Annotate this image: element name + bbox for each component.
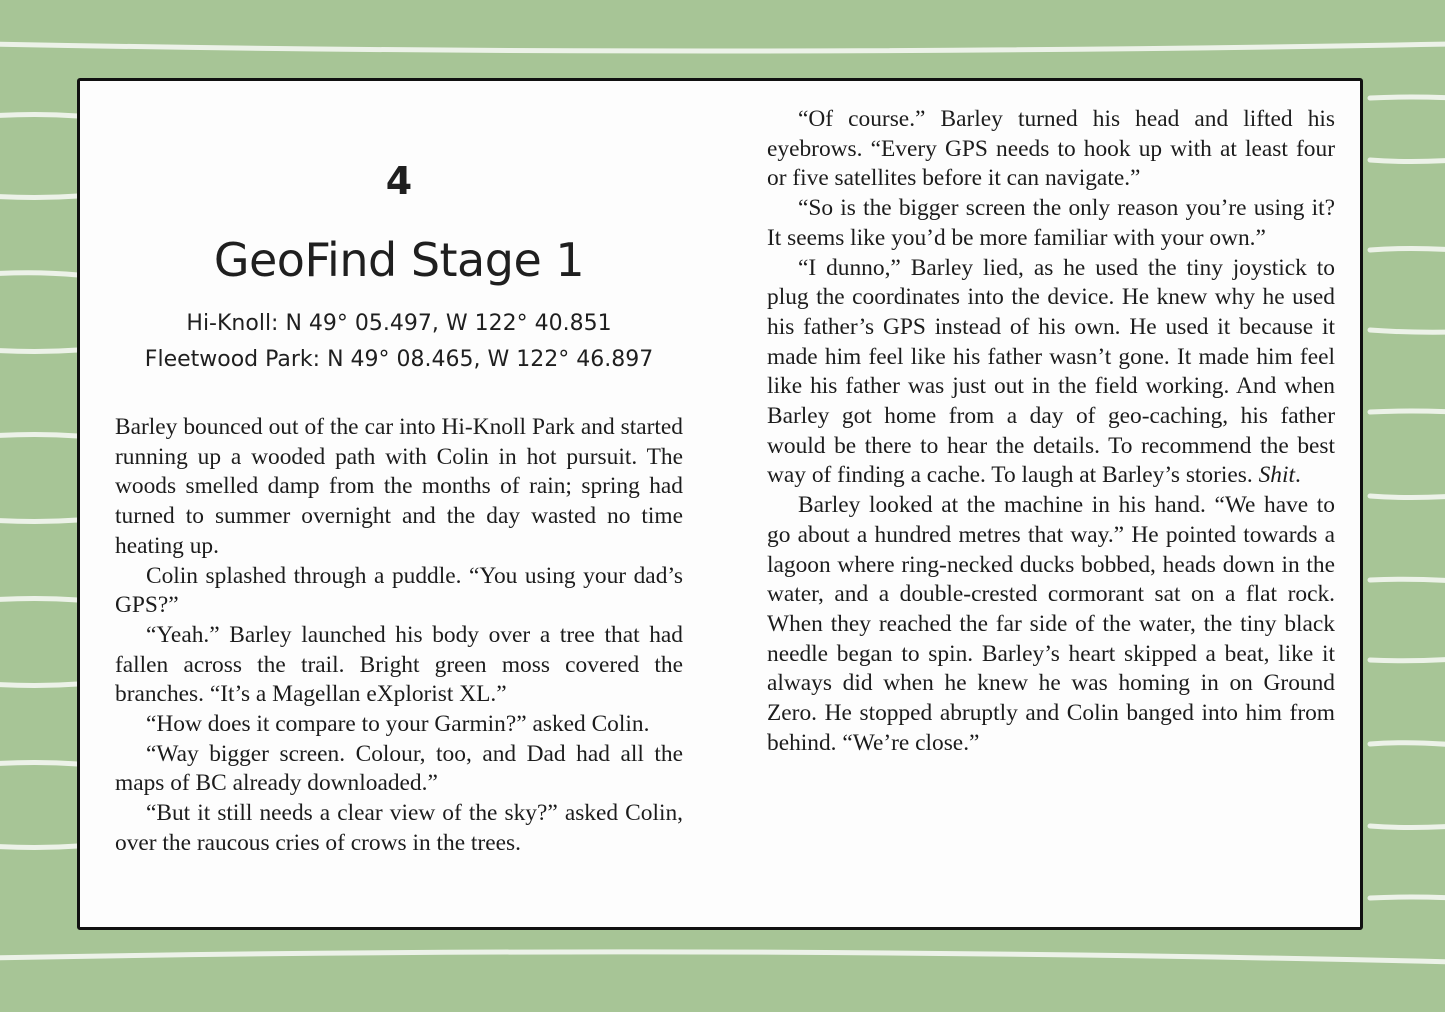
right-text-column	[767, 105, 1335, 758]
paragraph: “Yeah.” Barley launched his body over a tree that had fallen across the trail. Bright green moss covered the branches. “It’s a Magellan eXplorist XL.”	[115, 621, 683, 708]
left-text-column	[115, 413, 683, 859]
paragraph: Barley looked at the machine in his hand. “We have to go about a hundred metres that way.” He pointed towards a lagoon where ring-necked ducks bobbed, heads down in the water, and a double-crested cormorant sat on a flat rock. When they reached the far side of the water, the tiny black needle began to spin. Barley’s heart skipped a beat, like it always did when he knew he was homing in on Ground Zero. He stopped abruptly and Colin banged into him from behind. “We’re close.”	[767, 492, 1335, 756]
paragraph: “Of course.” Barley turned his head and lifted his eyebrows. “Every GPS needs to hook up with at least four or five satellites before it can navigate.”	[767, 106, 1335, 192]
paragraph: Colin splashed through a puddle. “You using your dad’s GPS?”	[115, 562, 683, 619]
coordinate-line-fleetwood-park: Fleetwood Park: N 49° 08.465, W 122° 46.897	[144, 347, 654, 372]
paragraph-end: .	[1294, 462, 1301, 489]
paragraph: “So is the bigger screen the only reason you’re using it? It seems like you’d be more familiar with your own.”	[767, 195, 1335, 251]
paragraph: “How does it compare to your Garmin?” asked Colin.	[146, 711, 650, 738]
paragraph	[767, 254, 1335, 492]
paragraph-text: “I dunno,” Barley lied, as he used the tiny joystick to plug the coordinates into the device. He knew why he used his father’s GPS instead of his own. He used it because it made him feel like his father wasn’t gone. It made him feel like his father was just out in the field working. And when Barley got home from a day of geo-caching, his father would be there to hear the details. To recommend the best way of finding a cache. To laugh at Barley’s stories.	[767, 254, 1335, 489]
paragraph: Barley bounced out of the car into Hi-Knoll Park and started running up a wooded path with Colin in hot pursuit. The woods smelled damp from the months of rain; spring had turned to summer overnight and the day wasted no time heating up.	[115, 414, 683, 559]
italic-word: Shit	[1258, 462, 1295, 489]
chapter-number: 4	[385, 159, 413, 203]
paragraph: “But it still needs a clear view of the sky?” asked Colin, over the raucous cries of crows in the trees.	[115, 800, 683, 856]
chapter-title: GeoFind Stage 1	[213, 233, 585, 287]
paragraph: “Way bigger screen. Colour, too, and Dad had all the maps of BC already downloaded.”	[115, 740, 683, 797]
book-page	[77, 78, 1363, 930]
coordinate-line-hi-knoll: Hi-Knoll: N 49° 05.497, W 122° 40.851	[186, 311, 612, 336]
